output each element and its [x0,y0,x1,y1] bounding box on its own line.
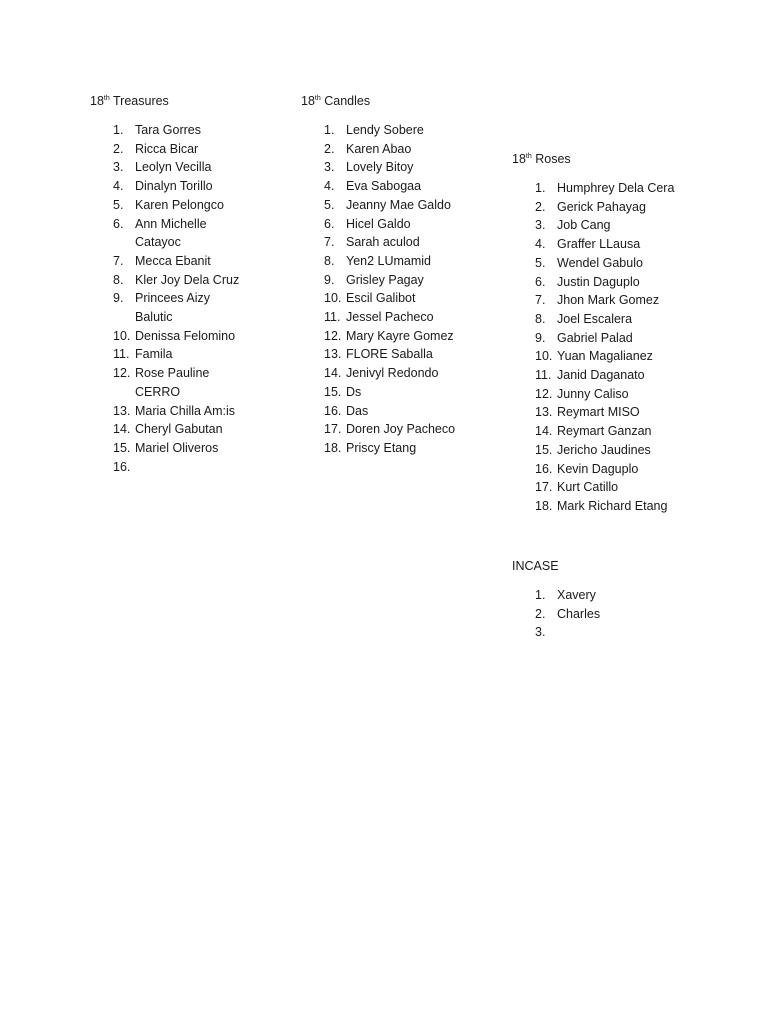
list-item-number: 12. [113,366,131,381]
list-item [113,327,243,346]
list-item-name: Mariel Oliveros [135,440,219,455]
list-item-name: Reymart Ganzan [557,424,652,439]
list-item-name: Justin Daguplo [557,274,640,289]
list-item-number: 15. [113,440,131,455]
list-item-name: Eva Sabogaa [346,179,422,194]
list-item-number: 11. [535,368,552,383]
list-item [535,441,725,460]
list-item-number: 7. [324,235,335,250]
list-item [535,623,725,642]
list-item [113,271,243,290]
list-item-name: Karen Abao [346,141,412,156]
list-item [113,121,243,140]
list-item-name: Tara Gorres [135,123,201,137]
list-item-number: 13. [113,403,131,418]
list-item-name: Lovely Bitoy [346,160,414,175]
list-item-number: 9. [113,291,124,306]
list-item-number: 18. [324,440,342,455]
list-item [113,364,243,401]
list-item-number: 15. [324,384,342,399]
candles-section [301,93,501,458]
list-item-name: Ann Michelle Catayoc [135,216,207,250]
candles-heading-suffix: th [314,94,321,102]
list-item-name [135,458,243,477]
list-item-name: Mary Kayre Gomez [346,328,454,343]
list-item-number: 16. [324,403,342,418]
candles-list [324,121,494,458]
list-item-name: Princees Aizy Balutic [135,291,211,325]
list-item [535,329,725,348]
list-item [113,140,243,159]
list-item [535,347,725,366]
list-item-name: Escil Galibot [346,291,416,306]
list-item [324,327,494,346]
list-item [324,177,494,196]
list-item [113,345,243,364]
list-item [324,158,494,177]
list-item-name: Jenivyl Redondo [346,366,439,381]
list-item [113,439,243,458]
list-item-number: 2. [535,606,546,621]
list-item-number: 4. [535,237,546,252]
list-item-name: Priscy Etang [346,440,417,455]
list-item-number: 6. [324,216,335,231]
list-item-number: 9. [324,272,335,287]
list-item-number: 10. [535,349,553,364]
list-item-number: 2. [324,141,335,156]
list-item [324,289,494,308]
list-item [113,458,243,477]
list-item-name: Mark Richard Etang [557,498,668,513]
list-item-name: Jessel Pacheco [346,310,434,325]
list-item-number: 17. [535,480,553,495]
list-item-name: Grisley Pagay [346,272,424,287]
list-item [535,460,725,479]
list-item [113,196,243,215]
list-item-number: 5. [535,255,546,270]
list-item-number: 13. [324,347,342,362]
list-item [535,291,725,310]
list-item-number: 10. [113,328,131,343]
list-item [535,403,725,422]
list-item-name: Charles [557,606,601,621]
list-item [324,252,494,271]
list-item [535,273,725,292]
list-item-number: 5. [324,197,335,212]
list-item-number: 11. [324,310,341,325]
list-item-name: Sarah aculod [346,235,420,250]
list-item [113,402,243,421]
list-item-number: 14. [113,422,131,437]
list-item-number: 5. [113,197,124,212]
list-item-name: Famila [135,347,173,362]
list-item-number: 11. [113,347,130,362]
list-item-number: 7. [535,293,546,308]
list-item-name: Kevin Daguplo [557,461,639,476]
list-item [113,215,243,252]
list-item-number: 2. [535,199,546,214]
list-item-number: 15. [535,442,553,457]
list-item-name: Ricca Bicar [135,141,199,156]
list-item-number: 6. [113,216,124,231]
list-item-name: Das [346,403,369,418]
list-item-number: 14. [535,424,553,439]
incase-section [512,558,732,642]
list-item-number: 4. [324,179,335,194]
roses-heading-ordinal: 18 [512,152,526,166]
list-item-number: 13. [535,405,553,420]
list-item [535,385,725,404]
candles-heading [301,93,501,109]
list-item-number: 14. [324,366,342,381]
list-item-name: Rose Pauline CERRO [135,366,210,399]
list-item [324,420,494,439]
list-item [324,383,494,402]
list-item-number: 3. [535,625,546,640]
list-item [113,158,243,177]
list-item-name: Reymart MISO [557,405,640,420]
list-item [324,196,494,215]
list-item [324,364,494,383]
list-item [113,252,243,271]
list-item [113,177,243,196]
list-item-number: 16. [113,459,131,474]
list-item [535,366,725,385]
list-item-name: Jericho Jaudines [557,442,651,457]
list-item [324,439,494,458]
candles-heading-ordinal: 18 [301,94,315,108]
treasures-heading-word: Treasures [113,94,169,108]
list-item-name: Hicel Galdo [346,216,411,231]
list-item-name: Leolyn Vecilla [135,160,212,175]
list-item-number: 3. [324,160,335,175]
list-item-number: 18. [535,498,553,513]
list-item-name: Yuan Magalianez [557,349,653,364]
list-item-number: 6. [535,274,546,289]
list-item-name: Mecca Ebanit [135,253,211,268]
list-item [324,271,494,290]
list-item-name: Karen Pelongco [135,197,224,212]
list-item-number: 1. [324,123,335,137]
list-item-name: Wendel Gabulo [557,255,643,270]
list-item [113,289,243,326]
treasures-heading-ordinal: 18 [90,94,104,108]
list-item [535,586,725,605]
list-item-name: Doren Joy Pacheco [346,422,456,437]
list-item-number: 9. [535,330,546,345]
list-item-number: 2. [113,141,124,156]
roses-list [535,179,725,516]
treasures-heading [90,93,280,109]
list-item-number: 3. [113,160,124,175]
list-item-name: Kurt Catillo [557,480,619,495]
list-item-name: Cheryl Gabutan [135,422,223,437]
list-item [324,308,494,327]
list-item-name: Xavery [557,588,596,602]
roses-heading [512,151,732,167]
roses-heading-word: Roses [535,152,571,166]
list-item [113,420,243,439]
list-item [324,345,494,364]
list-item [324,121,494,140]
list-item-name: Junny Caliso [557,386,629,401]
treasures-list [113,121,243,476]
list-item [535,198,725,217]
list-item-number: 1. [535,181,546,195]
treasures-heading-suffix: th [103,94,110,102]
list-item-name: Denissa Felomino [135,328,236,343]
list-item-name: FLORE Saballa [346,347,433,362]
list-item [535,310,725,329]
list-item [535,605,725,624]
list-item [324,402,494,421]
list-item-number: 8. [324,253,335,268]
list-item-name: Dinalyn Torillo [135,179,213,194]
list-item [535,216,725,235]
list-item-number: 17. [324,422,342,437]
list-item-number: 1. [113,123,124,137]
list-item [535,235,725,254]
list-item-name: Gabriel Palad [557,330,633,345]
list-item-number: 12. [324,328,342,343]
list-item [324,140,494,159]
incase-list [535,586,725,642]
list-item [535,254,725,273]
list-item-name: Joel Escalera [557,311,633,326]
list-item-name: Graffer LLausa [557,237,641,252]
roses-heading-suffix: th [525,152,532,160]
list-item-number: 3. [535,218,546,233]
candles-heading-word: Candles [324,94,371,108]
treasures-section [90,93,280,476]
list-item-name [557,623,725,642]
list-item-number: 8. [113,272,124,287]
list-item [535,497,725,516]
roses-section [512,151,732,516]
list-item-name: Ds [346,384,362,399]
list-item [535,478,725,497]
list-item-name: Job Cang [557,218,611,233]
list-item-number: 8. [535,311,546,326]
list-item-name: Janid Daganato [557,368,645,383]
list-item-number: 1. [535,588,546,602]
list-item-number: 7. [113,253,124,268]
list-item-name: Gerick Pahayag [557,199,646,214]
list-item-name: Yen2 LUmamid [346,253,432,268]
list-item [324,233,494,252]
list-item-name: Jhon Mark Gomez [557,293,660,308]
list-item-name: Jeanny Mae Galdo [346,197,451,212]
list-item-name: Kler Joy Dela Cruz [135,272,240,287]
list-item [324,215,494,234]
incase-heading: INCASE [512,559,559,573]
list-item-name: Maria Chilla Am:is [135,403,236,418]
list-item-name: Lendy Sobere [346,123,424,137]
list-item-number: 12. [535,386,553,401]
list-item-name: Humphrey Dela Cera [557,181,675,195]
list-item [535,179,725,198]
list-item-number: 4. [113,179,124,194]
list-item [535,422,725,441]
list-item-number: 16. [535,461,553,476]
list-item-number: 10. [324,291,342,306]
